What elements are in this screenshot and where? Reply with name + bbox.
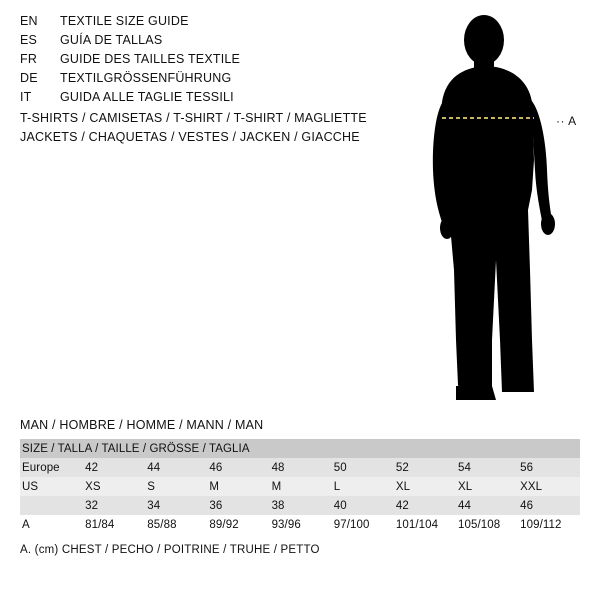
garment-categories [20, 111, 400, 149]
table-cell: M [209, 480, 220, 493]
legend-row [20, 14, 380, 33]
table-cell: XS [85, 480, 101, 493]
legend-row [20, 90, 380, 109]
legend-language-code: IT [20, 90, 32, 104]
table-cell: 54 [457, 461, 471, 474]
row-label: US [22, 480, 39, 493]
garment-line-jackets: JACKETS / CHAQUETAS / VESTES / JACKEN / GIACCHE [20, 130, 360, 144]
table-cell: 50 [333, 461, 347, 474]
legend-language-code: DE [20, 71, 38, 85]
table-cell: 46 [520, 499, 534, 512]
table-cell: 34 [147, 499, 161, 512]
table-cell: 42 [395, 499, 409, 512]
measure-label-a: ·· A [556, 114, 577, 128]
table-cell: 56 [520, 461, 534, 474]
table-cell: L [333, 480, 341, 493]
legend-row [20, 33, 380, 52]
legend-language-text: GUIDA ALLE TAGLIE TESSILI [60, 90, 234, 104]
legend-language-text: TEXTILE SIZE GUIDE [60, 14, 189, 28]
table-header-row [20, 439, 580, 458]
table-cell: 109/112 [520, 518, 562, 531]
table-cell: 44 [457, 499, 471, 512]
row-label: A [22, 518, 30, 531]
table-cell: XL [395, 480, 411, 493]
table-cell: 46 [209, 461, 223, 474]
language-legend [20, 14, 380, 109]
table-row [20, 515, 580, 534]
row-label [20, 496, 82, 515]
legend-language-code: ES [20, 33, 38, 47]
table-row [20, 477, 580, 496]
table-cell: 44 [147, 461, 161, 474]
legend-language-text: TEXTILGRÖSSENFÜHRUNG [60, 71, 232, 85]
male-silhouette-icon [400, 10, 600, 410]
row-label: Europe [22, 461, 60, 474]
legend-language-code: FR [20, 52, 38, 66]
legend-language-text: GUÍA DE TALLAS [60, 33, 163, 47]
size-table [20, 439, 580, 534]
table-cell: 52 [395, 461, 409, 474]
table-cell: 93/96 [271, 518, 301, 531]
table-header-cell: SIZE / TALLA / TAILLE / GRÖSSE / TAGLIA [22, 442, 250, 455]
table-cell: 85/88 [147, 518, 177, 531]
table-title: MAN / HOMBRE / HOMME / MANN / MAN [20, 418, 264, 432]
garment-line-tshirts: T-SHIRTS / CAMISETAS / T-SHIRT / T-SHIRT / MAGLIETTE [20, 111, 367, 125]
legend-row [20, 52, 380, 71]
table-cell: M [271, 480, 282, 493]
table-cell: 97/100 [333, 518, 370, 531]
table-cell: 32 [85, 499, 99, 512]
table-cell: S [147, 480, 156, 493]
table-cell: 42 [85, 461, 99, 474]
table-footnote: A. (cm) CHEST / PECHO / POITRINE / TRUHE / PETTO [20, 544, 320, 556]
table-cell: 101/104 [395, 518, 439, 531]
table-row [20, 496, 580, 515]
size-table-section [20, 418, 580, 556]
table-cell: 40 [333, 499, 347, 512]
table-cell: 105/108 [457, 518, 501, 531]
table-cell: XXL [520, 480, 543, 493]
legend-language-text: GUIDE DES TAILLES TEXTILE [60, 52, 241, 66]
table-cell: 48 [271, 461, 285, 474]
legend-language-code: EN [20, 14, 38, 28]
table-cell: 89/92 [209, 518, 239, 531]
table-cell: XL [457, 480, 473, 493]
figure-illustration [400, 10, 600, 410]
legend-row [20, 71, 380, 90]
table-cell: 38 [271, 499, 285, 512]
table-cell: 81/84 [85, 518, 115, 531]
table-row [20, 458, 580, 477]
table-cell: 36 [209, 499, 223, 512]
